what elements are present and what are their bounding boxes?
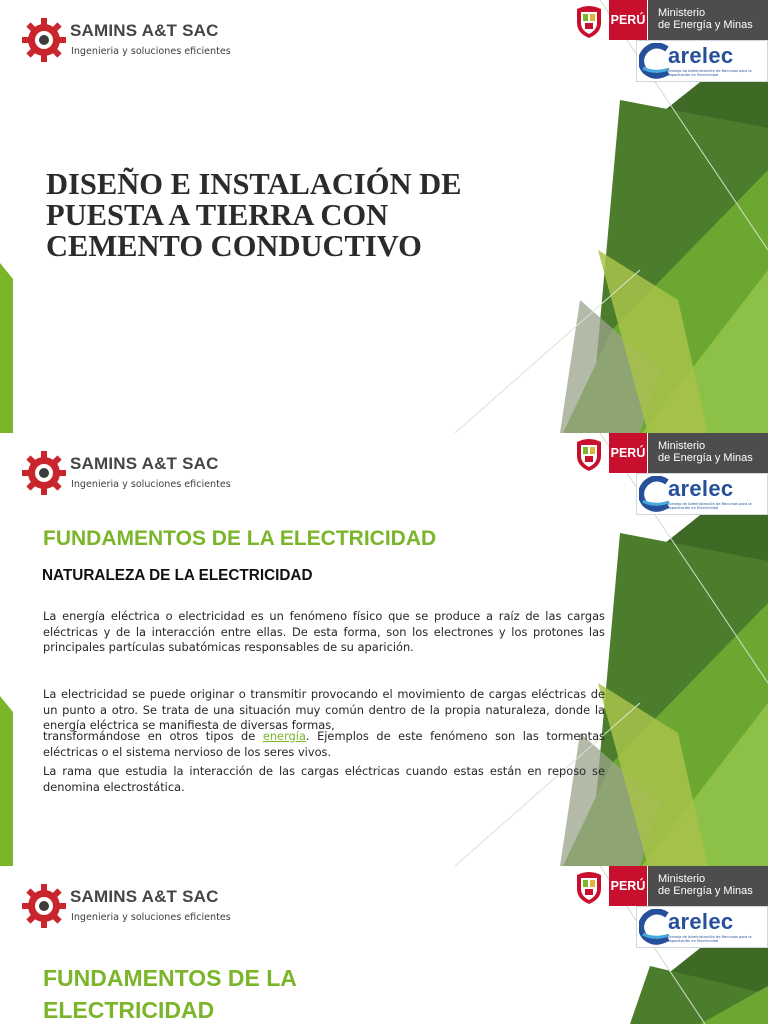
section-title: FUNDAMENTOS DE LA ELECTRICIDAD bbox=[43, 527, 437, 550]
samins-logo bbox=[20, 16, 242, 68]
company-tagline: Ingenieria y soluciones eficientes bbox=[71, 912, 231, 923]
slide-3 bbox=[0, 866, 768, 1024]
gear-icon bbox=[20, 16, 68, 64]
company-name: SAMINS A&T SAC bbox=[70, 887, 219, 906]
ministry-line-2: de Energía y Minas bbox=[658, 452, 753, 464]
paragraph-3 bbox=[43, 729, 605, 760]
slide-1 bbox=[0, 0, 768, 433]
company-tagline: Ingenieria y soluciones eficientes bbox=[71, 479, 231, 490]
paragraph-2: La electricidad se puede originar o transmitir provocando el movimiento de cargas eléctricas de un punto a otro. Se trata de una situación muy común dentro de la propia naturaleza, donde la energía eléctrica se manifiesta de diversas formas, bbox=[43, 687, 605, 732]
energia-link[interactable]: energía bbox=[262, 729, 306, 743]
carelec-subtitle: Consejo de Administración de Recursos para la Capacitación en Electricidad bbox=[667, 502, 752, 511]
ministry-logo-block bbox=[567, 0, 768, 82]
paragraph-3-text-start: transformándose en otros tipos de bbox=[43, 729, 263, 743]
subheading: NATURALEZA DE LA ELECTRICIDAD bbox=[42, 567, 313, 584]
samins-logo bbox=[20, 882, 242, 934]
company-name: SAMINS A&T SAC bbox=[70, 454, 219, 473]
carelec-subtitle: Consejo de Administración de Recursos para la Capacitación en Electricidad bbox=[667, 69, 752, 78]
ministry-logo-block bbox=[567, 433, 768, 515]
peru-coat-of-arms-icon bbox=[572, 3, 606, 39]
carelec-logo bbox=[636, 906, 768, 948]
gear-icon bbox=[20, 449, 68, 497]
carelec-name: arelec bbox=[668, 43, 734, 68]
paragraph-4: La rama que estudia la interacción de las cargas eléctricas cuando estas están en reposo se denomina electrostática. bbox=[43, 764, 605, 794]
ministry-label bbox=[648, 0, 768, 40]
peru-coat-of-arms-icon bbox=[572, 436, 606, 472]
carelec-subtitle: Consejo de Administración de Recursos para la Capacitación en Electricidad bbox=[667, 935, 752, 944]
peru-coat-of-arms-icon bbox=[572, 869, 606, 905]
carelec-logo bbox=[636, 473, 768, 515]
gear-icon bbox=[20, 882, 68, 930]
ministry-line-2: de Energía y Minas bbox=[658, 885, 753, 897]
samins-logo bbox=[20, 449, 242, 501]
ministry-line-1: Ministerio bbox=[658, 7, 706, 19]
ministry-line-1: Ministerio bbox=[658, 873, 706, 885]
peru-label: PERÚ bbox=[609, 433, 647, 473]
paragraph-3-text-end: . Ejemplos de este fenómeno son las tormentas eléctricas o el sistema nervioso de los seres vivos. bbox=[43, 729, 605, 759]
company-tagline: Ingenieria y soluciones eficientes bbox=[71, 46, 231, 57]
peru-label: PERÚ bbox=[609, 866, 647, 906]
paragraph-1: La energía eléctrica o electricidad es un fenómeno físico que se produce a raíz de las cargas eléctricas y de la interacción entre ellas. De esta forma, son los electrones y los protones las principales partículas subatómicas responsables de su aparición. bbox=[43, 609, 605, 654]
ministry-line-2: de Energía y Minas bbox=[658, 19, 753, 31]
company-name: SAMINS A&T SAC bbox=[70, 21, 219, 40]
carelec-name: arelec bbox=[668, 909, 734, 934]
ministry-line-1: Ministerio bbox=[658, 440, 706, 452]
ministry-label bbox=[648, 866, 768, 906]
carelec-name: arelec bbox=[668, 476, 734, 501]
peru-label: PERÚ bbox=[609, 0, 647, 40]
ministry-logo-block bbox=[567, 866, 768, 948]
section-title: FUNDAMENTOS DE LA ELECTRICIDAD bbox=[43, 965, 296, 1023]
slide-2 bbox=[0, 433, 768, 866]
ministry-label bbox=[648, 433, 768, 473]
presentation-title: DISEÑO E INSTALACIÓN DE PUESTA A TIERRA CON CEMENTO CONDUCTIVO bbox=[46, 167, 462, 263]
carelec-logo bbox=[636, 40, 768, 82]
